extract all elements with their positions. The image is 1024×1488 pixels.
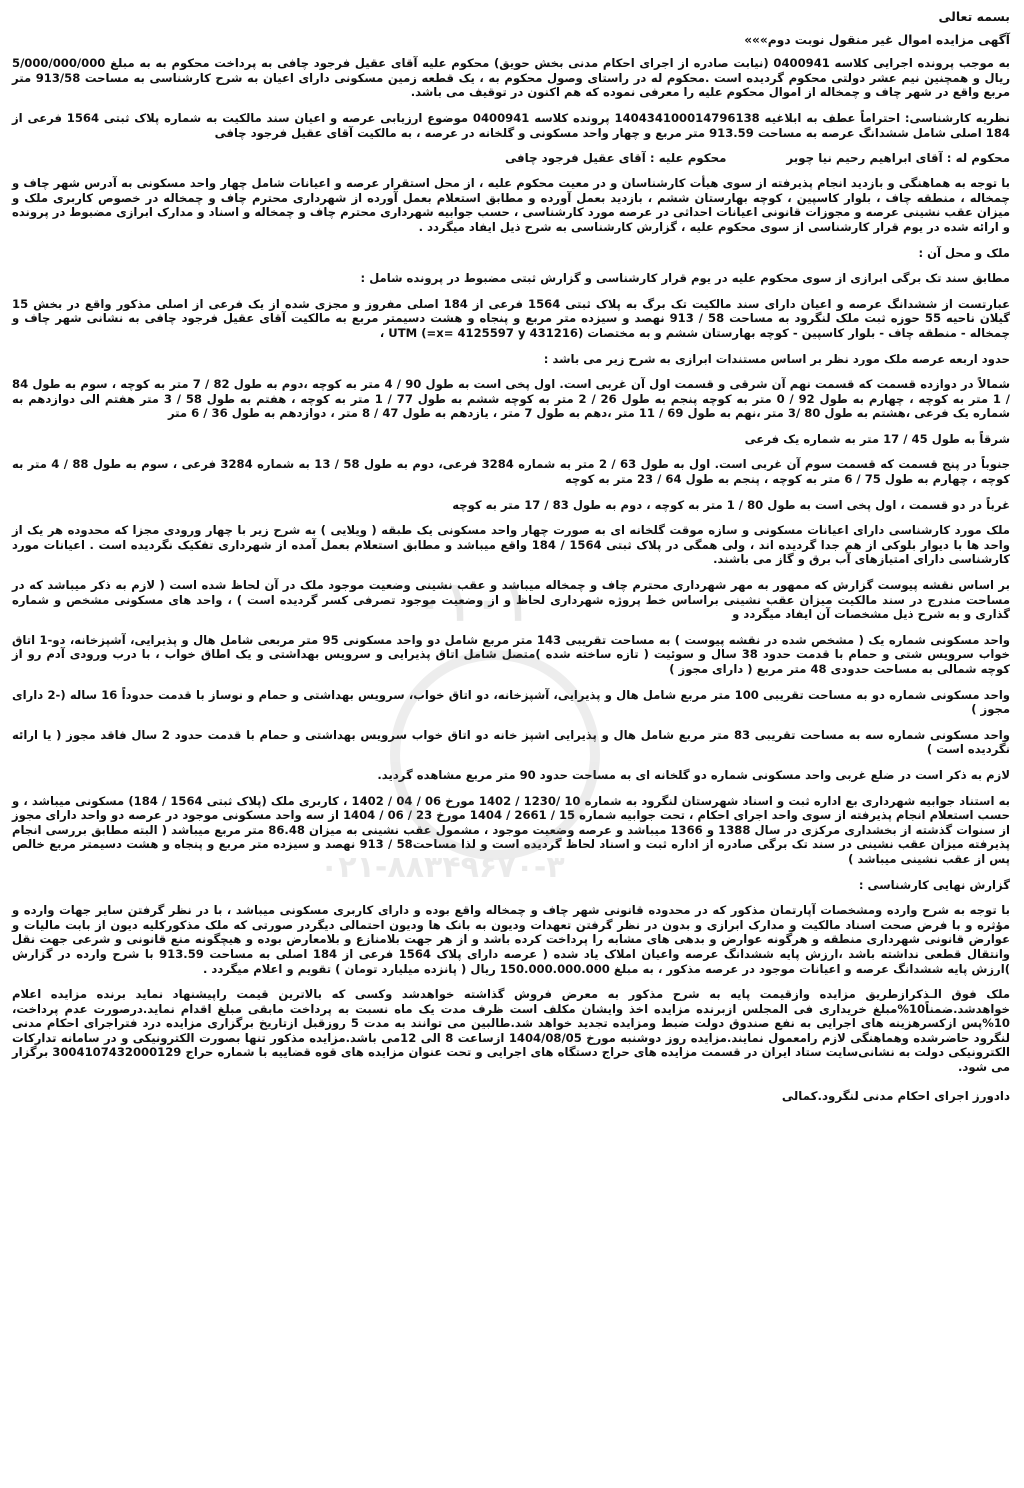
signature-line: دادورز اجرای احکام مدنی لنگرود.کمالی — [781, 1088, 1010, 1103]
unit-two-paragraph: واحد مسکونی شماره دو به مساحت تقریبی 100 متر مربع شامل هال و پذیرایی، آشپزخانه، دو اتاق خواب، سرویس بهداشتی و حمام و نوساز با قدمت حدوداً 16 ساله (-2 دارای مجوز ) — [12, 687, 1011, 717]
buildings-paragraph: ملک مورد کارشناسی دارای اعیانات مسکونی و سازه موقت گلخانه ای به صورت چهار واحد مسکونی یک طبقه ( ویلایی ) به شرح زیر با چهار ورودی مجزا که محدوده هر یک از واحد ها با دیوار بلوکی از هم جدا گردیده اند ، ولی همگی در پلاک ثبتی 1564 / 184 واقع میباشد و مطابق استعلام بعمل آمده از شهرداری تفکیک نگردیده است . اعیانات مورد کارشناسی دارای امتیازهای آب برق و گاز می باشند. — [12, 523, 1010, 567]
auction-terms-paragraph: ملک فوق الـذکرازطریق مزایده وازقیمت پایه به شرح مذکور به معرض فروش گذاشته خواهدشد وکسی که بالاترین قیمت راپیشنهاد نماید برنده مزایده اعلام خواهدشد.ضمناً10%مبلغ خریداری فی المجلس ازبرنده مزایده اخذ وایشان مکلف است ظرف مدت یک ماه نسبت به پرداخت مابقی مبلغ اقدام نماید.درصورت عدم پرداخت، 10%پس ازکسرهزینه های اجرایی به نفع صندوق دولت ضبط ومزایده تجدید خواهد شد.طالبین می توانند به مدت 5 روزقبل ازتاریخ برگزاری مزایده درد فتراجرای احکام مدنی لنگرود حاضرشده وهماهنگی لازم رامعمول نمایند.مزایده روز دوشنبه مورخ 1404/08/05 ازساعت 8 الی 12می باشد.مزایده مذکور تنها بصورت الکترونیکی و در سامانه تدارکات الکترونیکی دولت به نشانی‌سایت ستاد ایران در قسمت مزایده های حراج دستگاه های اجرایی و تحت عنوان مزایده های قوه قضاییه با شماره حراج 3004107432000129 برگزار می شود. — [12, 987, 1011, 1075]
watermark-phone-graphic: ۰۲۱-۸۸۳۴۹۶۷۰-۳ — [320, 850, 565, 885]
announcement-title: آگهی مزایده اموال غیر منقول نوبت دوم»»» — [744, 32, 1010, 47]
west-boundary-paragraph: غرباً در دو قسمت ، اول پخی است به طول 80 / 1 متر به کوچه ، دوم به طول 83 / 17 متر به کوچه — [452, 497, 1010, 512]
property-heading: ملک و محل آن : — [918, 245, 1010, 260]
south-boundary-paragraph: جنوباً در پنج قسمت که قسمت سوم آن غربی است. اول به طول 63 / 2 متر به شماره 3284 فرعی، دوم به طول 58 / 13 به شماره 3284 فرعی ، سوم به طول 88 / 4 متر به کوچه ، چهارم به طول 75 / 6 متر به کوچه ، پنجم به طول 64 / 23 متر به کوچه — [12, 457, 1011, 487]
final-report-heading: گزارش نهایی کارشناسی : — [858, 877, 1010, 892]
watermark-digits-graphic: ۰۱۰۱ — [415, 572, 532, 632]
boundaries-intro-paragraph: حدود اربعه عرصه ملک مورد نظر بر اساس مستندات ابرازی به شرح زیر می باشد : — [543, 351, 1010, 366]
deed-description-paragraph: عبارتست از ششدانگ عرصه و اعیان دارای سند مالکیت تک برگ به پلاک ثبتی 1564 فرعی از 184 اصلی مفروز و مجزی شده از یک فرعی از اصلی مذکور واقع در بخش 15 گیلان ناحیه 55 حوزه ثبت ملک لنگرود به مساحت 58 / 913 نهصد و سیزده متر مربع و پنجاه و هشت دسیمتر مربع به مالکیت آقای عقیل فرجود چافی به نشانی شهر چاف و چمخاله - منطقه چاف - بلوار کاسپین - کوچه بهارستان ششم و به مختصات (431216 x= 4125597 y=) UTM ، — [12, 296, 1011, 340]
map-paragraph: بر اساس نقشه پیوست گزارش که ممهور به مهر شهرداری محترم چاف و چمخاله میباشد و عقب نشینی وضعیت موجود ملک در آن لحاظ شده است ( لازم به ذکر میباشد که در مساحت مندرج در سند مالکیت میزان عقب نشینی براساس خط پروژه شهرداری لحاظ و از وضعیت موجود تصرفی کسر گردیده است ) ، واحد های مسکونی مشخص و شماره گذاری و به شرح ذیل مشخصات آن ایفاد میگردد و — [12, 578, 1010, 622]
valuation-paragraph: با توجه به شرح وارده ومشخصات آپارتمان مذکور که در محدوده قانونی شهر چاف و چمخاله واقع بوده و دارای کاربری مسکونی میباشد ، با در نظر گرفتن سایر جهات وارده و مؤثره و با فرض صحت اسناد مالکیت و مدارک ابرازی و بدون در نظر گرفتن تعهدات ودیون به بانک ها ودیون احتمالی دیگردر صورتی که ملک مذکورکلیه دیون از بابت مالیات و عوارض قانونی شهرداری منطقه و هرگونه عوارض و بدهی های مشابه را پرداخت کرده باشد و از هر جهت بلامنازع و بلامعارض بوده و هیچگونه منع قانونی و شرعی جهت نقل وانتقال قطعی نداشته باشد ،ارزش پایه ششدانگ عرصه واعیان املاک یاد شده ( عرصه دارای پلاک 1564 فرعی از 184 اصلی به مساحت 913.59 با شرح وارده در گزارش )ارزش پایه ششدانگ عرصه و اعیانات موجود در عرصه مذکور ، به مبلغ 150.000.000.000 ریال ( پانزده میلیارد تومان ) تقویم و اعلام میگردد . — [12, 903, 1011, 976]
deed-intro-paragraph: مطابق سند تک برگی ابرازی از سوی محکوم علیه در یوم قرار کارشناسی و گزارش ثبتی مضبوط در پرونده شامل : — [360, 271, 1010, 286]
greenhouse-paragraph: لازم به ذکر است در ضلع غربی واحد مسکونی شماره دو گلخانه ای به مساحت حدود 90 متر مربع مشاهده گردید. — [377, 767, 1010, 782]
bismillah-heading: بسمه تعالی — [938, 9, 1010, 24]
municipality-paragraph: به استناد جوابیه شهرداری بع اداره ثبت و اسناد شهرستان لنگرود به شماره 10 /1230 / 1402 مورخ 06 / 04 / 1402 ، کاربری ملک (پلاک ثبتی 1564 / 184) مسکونی میباشد ، و حسب استعلام انجام پذیرفته از سوی واحد اجرای احکام ، تحت جوابیه شماره 15 / 2661 / 1404 مورخ 23 / 06 / 1404 از سه واحد مسکونی موجود در عرصه دو واحد دارای مجوز از سنوات گذشته از بخشداری مرکزی در سال 1388 و 1366 میباشد و عرصه وضعیت موجود ، مشمول عقب نشینی به میزان 86.48 متر مربع میباشد ( البته مطابق بررسی انجام پذیرفته میزان عقب نشینی در سند تک برگی صادره از اداره ثبت و اسناد لحاظ گردیده است و لذا مساحت58 / 913 نهصد و سیزده متر مربع و پنجاه و هشت دسیمتر مربع خالص پس از عقب نشینی میباشد ) — [12, 793, 1011, 866]
unit-three-paragraph: واحد مسکونی شماره سه به مساحت تقریبی 83 متر مربع شامل هال و پذیرایی اشپز خانه دو اتاق خواب سرویس بهداشتی و حمام با قدمت حدود 2 سال فاقد مجوز ( یا ارائه نگردیده است ) — [12, 727, 1010, 757]
east-boundary-paragraph: شرقاً به طول 45 / 17 متر به شماره یک فرعی — [744, 431, 1010, 446]
inspection-paragraph: با توجه به هماهنگی و بازدید انجام پذیرفته از سوی هیأت کارشناسان و در معیت محکوم علیه ، از محل استقرار عرصه و اعیانات شامل چهار واحد مسکونی به آدرس شهر چاف و چمخاله ، منطقه چاف ، بلوار کاسپین ، کوچه بهارستان ششم ، بازدید بعمل آورده و مطابق استعلام بعمل آورده از شهرداری محترم چاف و چمخاله در خصوص کاربری ملک و میزان عقب نشینی عرصه و مجوزات قانونی اعیانات احداثی در عرصه مورد کارشناسی ، حسب جوابیه شهرداری محترم چاف و چمخاله و اسناد و مدارک ابرازی مضبوط در پرونده و ارائه شده در یوم قرار کارشناسی از سوی محکوم علیه ، گزارش کارشناسی به شرح ذیل ایفاد میگردد . — [12, 176, 1010, 234]
parties-row — [12, 151, 1010, 165]
case-paragraph: به موجب پرونده اجرایی کلاسه 0400941 (نیابت صادره از اجرای احکام مدنی بخش حویق) محکوم علیه آقای عقیل فرجود چافی به پرداخت محکوم به به مبلغ 5/000/000/000 ریال و همچنین نیم عشر دولتی محکوم گردیده است .محکوم له در راستای وصول محکوم به ، یک قطعه زمین مسکونی دارای اعیان به شرح کارشناسی به مساحت 913/58 متر مربع واقع در شهر چاف و چمخاله از اموال محکوم علیه را معرفی نموده که هم اکنون در توقیف می باشد. — [12, 56, 1010, 100]
north-boundary-paragraph: شمالاً در دوازده قسمت که قسمت نهم آن شرقی و قسمت اول آن غربی است. اول پخی است به طول 90 / 4 متر به کوچه ،دوم به طول 82 / 7 متر به کوچه ، سوم به طول 84 / 1 متر به کوچه ، چهارم به طول 92 / 0 متر به کوچه پنجم به طول 26 / 2 متر به کوچه ششم به طول 77 / 1 متر به کوچه ، هفتم به طول 58 / 3 متر هفتم الی دوازدهم به شماره یک فرعی ،هشتم به طول 80 /3 متر ،نهم به طول 69 / 11 متر ،دهم به طول 7 متر ، یازدهم به طول 47 / 8 متر ، دوازدهم به طول 36 / 6 متر — [12, 377, 1010, 421]
unit-one-paragraph: واحد مسکونی شماره یک ( مشخص شده در نقشه پیوست ) به مساحت تقریبی 143 متر مربع شامل دو واحد مسکونی 95 متر مربعی شامل هال و پذیرایی، آشپزخانه، دو-1 اتاق خواب سرویس شتی و حمام با قدمت حدود 38 سال و سوئیت ( تازه ساخته شده )متصل شامل اتاق پذیرایی و سرویس بهداشتی و یک اطاق خواب ، با درب ورودی آدم رو از کوچه شمالی به مساحت حدودی 48 متر مربع ( دارای مجوز ) — [12, 632, 1010, 676]
debtor-label: محکوم علیه : آقای عقیل فرجود چافی — [504, 151, 727, 166]
expert-opinion-paragraph: نظریه کارشناسی: احتراماً عطف به ابلاغیه 140434100014796138 پرونده کلاسه 0400941 موضوع ارزیابی عرصه و اعیان سند مالکیت به شماره پلاک ثبتی 1564 فرعی از 184 اصلی شامل ششدانگ عرصه به مساحت 913.59 متر مربع و چهار واحد مسکونی و گلخانه در عرصه ، به مالکیت آقای عقیل فرجود چافی — [12, 110, 1010, 140]
creditor-label: محکوم له : آقای ابراهیم رحیم نیا چوبر — [786, 151, 1010, 166]
